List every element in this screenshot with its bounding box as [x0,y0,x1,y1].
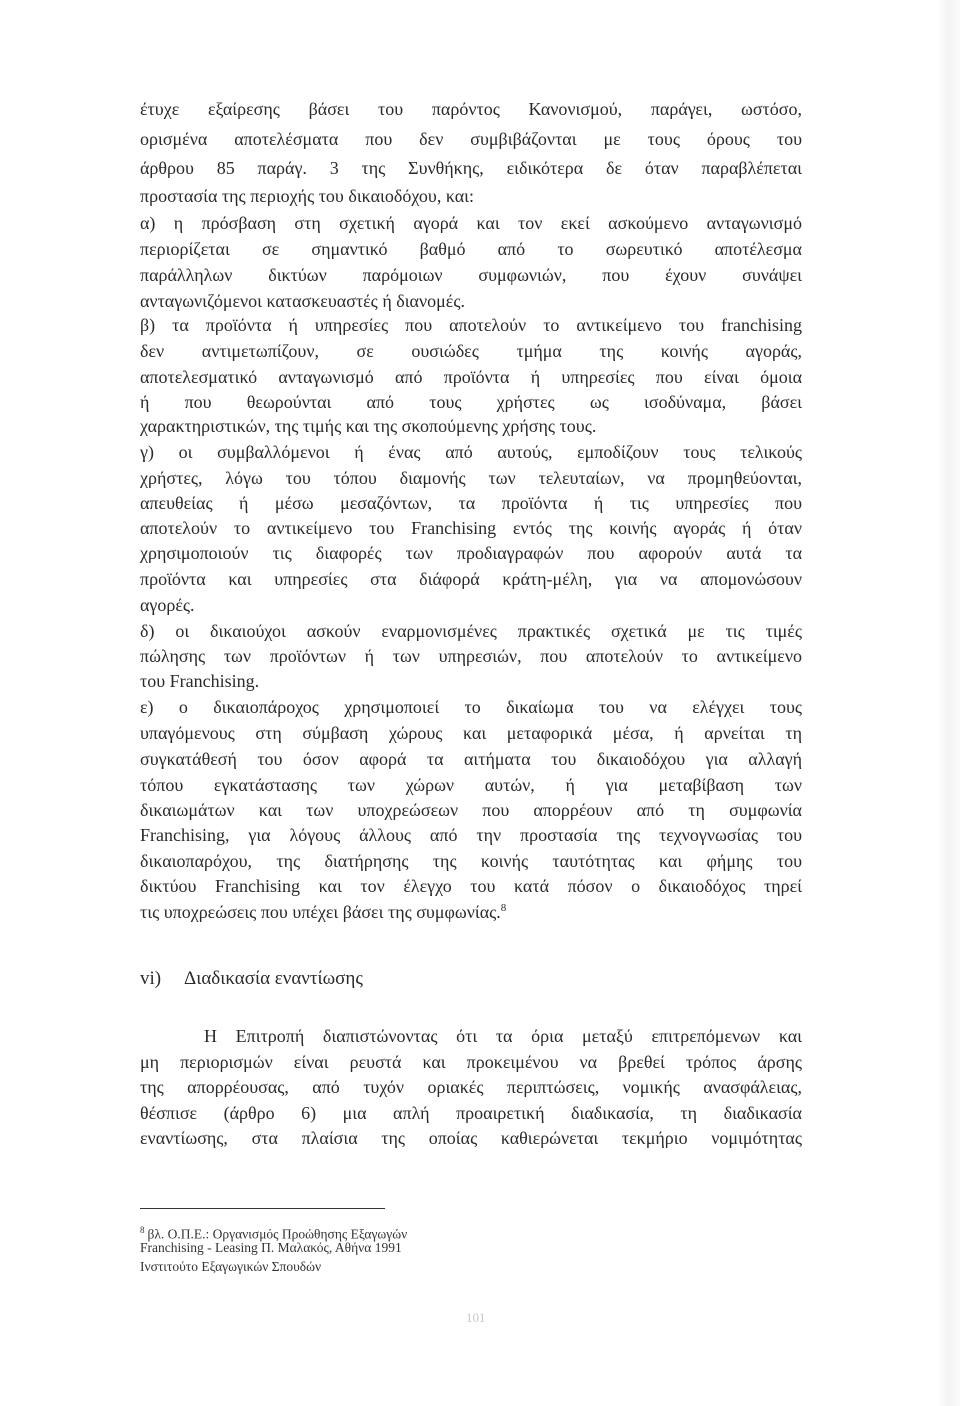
text-line: δικαιωμάτων και των υποχρεώσεων που απορρέουν από τη συμφωνία [140,800,802,820]
section-heading [140,966,363,992]
text-line: δικαιοπαρόχου, της διατήρησης της κοινής ταυτότητας και φήμης του [140,851,802,871]
text-line: προϊόντα και υπηρεσίες στα διάφορά κράτη-μέλη, για να απομονώσουν [140,569,802,589]
footnote-line: Ινστιτούτο Εξαγωγικών Σπουδών [140,1259,322,1274]
text-line: μη περιορισμών είναι ρευστά και προκειμένου να βρεθεί τρόπος άρσης [140,1052,802,1072]
footnote-marker: 8 [140,1225,145,1235]
text-line: χρησιμοποιούν τις διαφορές των προδιαγραφών που αφορούν αυτά τα [140,543,802,563]
text-line: της απορρέουσας, από τυχόν οριακές περιπτώσεις, νομικής ανασφάλειας, [140,1077,802,1097]
footnote-reference[interactable]: 8 [500,902,507,914]
text-line: άρθρου 85 παράγ. 3 της Συνθήκης, ειδικότερα δε όταν παραβλέπεται [140,158,802,178]
text-line: προστασία της περιοχής του δικαιοδόχου, και: [140,186,475,206]
footnote-text: βλ. Ο.Π.Ε.: Οργανισμός Προώθησης Εξαγωγών [147,1226,408,1242]
text-line: υπαγόμενους στη σύμβαση χώρους και μεταφορικά μέσα, ή αρνείται τη [140,723,802,743]
text-line: δεν αντιμετωπίζουν, σε ουσιώδες τμήμα της κοινής αγοράς, [140,341,802,361]
text-line: ανταγωνιζόμενοι κατασκευαστές ή διανομές. [140,291,465,311]
text-line: χρήστες, λόγω του τόπου διαμονής των τελευταίων, να προμηθεύονται, [140,468,802,488]
text-line: παράλληλων δικτύων παρόμοιων συμφωνιών, που έχουν συνάψει [140,265,802,285]
text-line: ή που θεωρούνται από τους χρήστες ως ισοδύναμα, βάσει [140,392,802,412]
text-line: δικτύου Franchising και τον έλεγχο του κατά πόσον ο δικαιοδόχος τηρεί [140,876,802,896]
text-line: του Franchising. [140,671,260,691]
section-number: vi) [140,968,162,989]
footnote-line: Franchising - Leasing Π. Μαλακός, Αθήνα 1991 [140,1240,402,1255]
text-line: τόπου εγκατάστασης των χώρων αυτών, ή για μεταβίβαση των [140,775,802,795]
text-line: γ) οι συμβαλλόμενοι ή ένας από αυτούς, εμποδίζουν τους τελικούς [140,442,802,462]
text-line: θέσπισε (άρθρο 6) μια απλή προαιρετική διαδικασία, τη διαδικασία [140,1103,802,1123]
text-line: αποτελούν το αντικείμενο του Franchising εντός της κοινής αγοράς ή όταν [140,518,802,538]
page-number: 101 [466,1310,486,1325]
text-line: Franchising, για λόγους άλλους από την προστασία της τεχνογνωσίας του [140,825,802,845]
text-line: αποτελεσματικό ανταγωνισμό από προϊόντα ή υπηρεσίες που είναι όμοια [140,367,802,387]
text-line: έτυχε εξαίρεσης βάσει του παρόντος Κανονισμού, παράγει, ωστόσο, [140,99,802,119]
text-line: συγκατάθεσή του όσον αφορά τα αιτήματα του δικαιοδόχου για αλλαγή [140,749,802,769]
footnote-divider [140,1208,385,1209]
page-edge-shadow [936,0,960,1406]
text-line [140,899,802,925]
text-line: Η Επιτροπή διαπιστώνοντας ότι τα όρια μεταξύ επιτρεπόμενων και [204,1026,802,1046]
text-line: χαρακτηριστικών, της τιμής και της σκοπούμενης χρήσης τους. [140,416,597,436]
text-line: α) η πρόσβαση στη σχετική αγορά και τον εκεί ασκούμενο ανταγωνισμό [140,213,802,233]
text-line: δ) οι δικαιούχοι ασκούν εναρμονισμένες πρακτικές σχετικά με τις τιμές [140,621,802,641]
text-line: απευθείας ή μέσω μεσαζόντων, τα προϊόντα ή τις υπηρεσίες που [140,493,802,513]
text-line: περιορίζεται σε σημαντικό βαθμό από το σωρευτικό αποτέλεσμα [140,239,802,259]
text-line: εναντίωσης, στα πλαίσια της οποίας καθιερώνεται τεκμήριο νομιμότητας [140,1128,802,1148]
section-title: Διαδικασία εναντίωσης [184,968,363,989]
text-line: β) τα προϊόντα ή υπηρεσίες που αποτελούν το αντικείμενο του franchising [140,315,802,335]
text-line: ε) ο δικαιοπάροχος χρησιμοποιεί το δικαίωμα του να ελέγχει τους [140,697,802,717]
text-line: ορισμένα αποτελέσματα που δεν συμβιβάζονται με τους όρους του [140,129,802,149]
text-line: πώλησης των προϊόντων ή των υπηρεσιών, που αποτελούν το αντικείμενο [140,646,802,666]
text-line-content: τις υποχρεώσεις που υπέχει βάσει της συμφωνίας. [140,902,501,922]
text-line: αγορές. [140,595,195,615]
